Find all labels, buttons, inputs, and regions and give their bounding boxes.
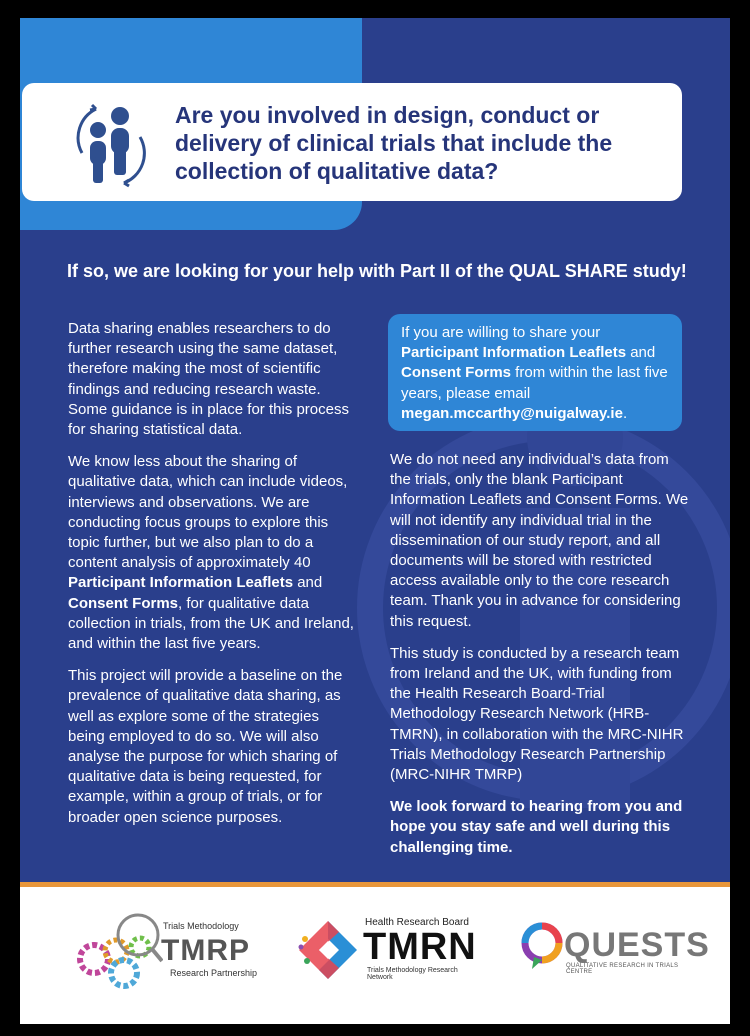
left-paragraph-2: We know less about the sharing of qualitative data, which can include videos, interviews and observations. We are conducting focus groups to explore this topic further, but we also plan to do a content analysis of approximately 40 Participant Information Leaflets and Consent Forms, for qualitative data collection in trials, from the UK and Ireland, and within the last five years. [68,453,354,653]
contact-callout [388,314,682,431]
tmrn-mark-icon [295,917,361,983]
email-link[interactable]: megan.mccarthy@nuigalway.ie [401,404,623,422]
poster [20,18,730,1024]
header-card [22,83,682,201]
left-column [68,319,358,840]
left-paragraph-1: Data sharing enables researchers to do further research using the same dataset, therefore making the most of scientific findings and reducing research waste. Some guidance is in place for this process for sharing statistical data. [68,320,349,439]
right-paragraph-2: This study is conducted by a research team from Ireland and the UK, with funding from the Health Research Board-Trial Methodology Research Network (HRB-TMRN), in collaboration with the MRC-NIHR Trials Methodology Research Partnership (MRC-NIHR TMRP) [390,644,684,784]
footer-logos [20,887,730,1024]
tmrp-logo: Trials Methodology TMRP Research Partnership [68,907,258,997]
tmrn-logo: Health Research Board TMRN Trials Methodology Research Network [295,917,485,987]
page-title: Are you involved in design, conduct or delivery of clinical trials that include the collection of qualitative data? [175,102,613,184]
callout-text: If you are willing to share your Participant Information Leaflets and Consent Forms from within the last five years, please email megan.mccarthy@nuigalway.ie. [401,324,668,422]
people-exchange-icon [62,95,162,195]
gears-icon [68,907,163,997]
closing-message: We look forward to hearing from you and hope you stay safe and well during this challenging time. [390,798,683,856]
subtitle: If so, we are looking for your help with Part II of the QUAL SHARE study! [67,261,687,281]
left-paragraph-3: This project will provide a baseline on the prevalence of qualitative data sharing, as well as explore some of the strategies being employed to do so. We will also analyse the purpose for which sharing of qualitative data is being requested, for example, within a group of trials, or for broader open science purposes. [68,667,343,826]
right-paragraph-1: We do not need any individual’s data from the trials, only the blank Participant Information Leaflets and Consent Forms. We will not identify any individual trial in the dissemination of our study report, and all documents will be stored with restricted access available only to the core research team. Thank you in advance for considering this request. [390,451,689,630]
quests-q-icon [520,919,564,975]
right-column [390,450,690,870]
quests-logo: QUESTS QUALITATIVE RESEARCH IN TRIALS CENTRE [520,919,685,989]
